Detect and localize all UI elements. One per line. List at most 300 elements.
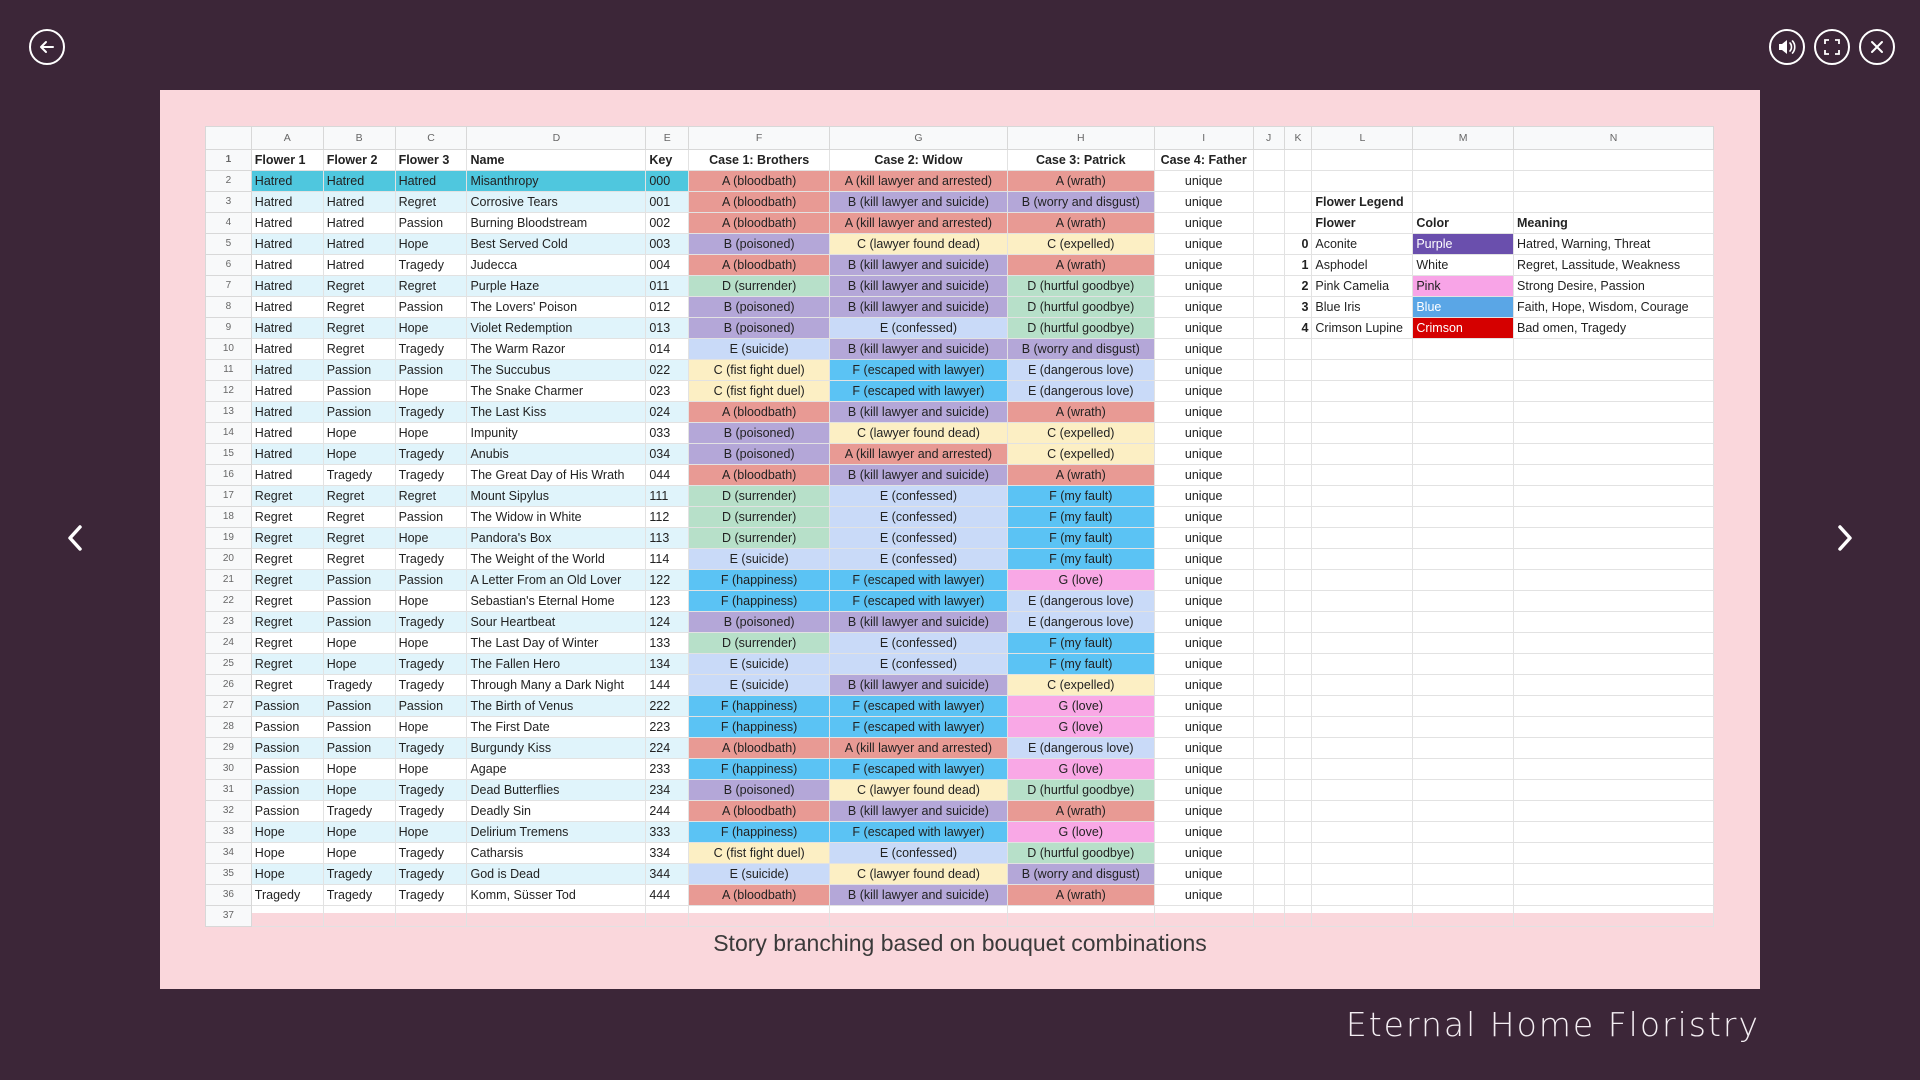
case4-cell[interactable]: unique bbox=[1154, 591, 1253, 612]
row-number[interactable]: 7 bbox=[206, 276, 252, 297]
case4-cell[interactable]: unique bbox=[1154, 759, 1253, 780]
empty-cell[interactable] bbox=[1514, 654, 1714, 675]
table-row[interactable] bbox=[206, 360, 1714, 381]
row-number[interactable]: 23 bbox=[206, 612, 252, 633]
row-number[interactable]: 20 bbox=[206, 549, 252, 570]
flower1-cell[interactable]: Hope bbox=[251, 864, 323, 885]
row-number[interactable]: 16 bbox=[206, 465, 252, 486]
case3-cell[interactable]: E (dangerous love) bbox=[1007, 738, 1154, 759]
empty-cell[interactable] bbox=[1413, 570, 1514, 591]
empty-cell[interactable] bbox=[1253, 465, 1284, 486]
case4-cell[interactable]: unique bbox=[1154, 213, 1253, 234]
case1-cell[interactable]: F (happiness) bbox=[689, 822, 830, 843]
case3-cell[interactable]: G (love) bbox=[1007, 696, 1154, 717]
row-number[interactable]: 5 bbox=[206, 234, 252, 255]
flower3-cell[interactable]: Hope bbox=[395, 318, 467, 339]
legend-index-blank[interactable] bbox=[1284, 213, 1312, 234]
case1-cell[interactable]: A (bloodbath) bbox=[689, 738, 830, 759]
case2-cell[interactable]: E (confessed) bbox=[830, 633, 1008, 654]
key-cell[interactable]: 111 bbox=[646, 486, 689, 507]
empty-cell[interactable] bbox=[1514, 486, 1714, 507]
empty-cell[interactable] bbox=[1253, 402, 1284, 423]
empty-cell[interactable] bbox=[1253, 591, 1284, 612]
empty-cell[interactable] bbox=[1312, 465, 1413, 486]
case2-cell[interactable]: F (escaped with lawyer) bbox=[830, 696, 1008, 717]
flower3-cell[interactable]: Tragedy bbox=[395, 444, 467, 465]
case4-cell[interactable]: unique bbox=[1154, 381, 1253, 402]
flower3-cell[interactable]: Tragedy bbox=[395, 339, 467, 360]
empty-cell[interactable] bbox=[1413, 885, 1514, 906]
case3-cell[interactable]: F (my fault) bbox=[1007, 549, 1154, 570]
flower2-cell[interactable]: Tragedy bbox=[323, 801, 395, 822]
empty-cell[interactable] bbox=[1413, 150, 1514, 171]
empty-cell[interactable] bbox=[1284, 402, 1312, 423]
legend-index[interactable]: 4 bbox=[1284, 318, 1312, 339]
empty-cell[interactable] bbox=[1284, 633, 1312, 654]
empty-cell[interactable] bbox=[689, 906, 830, 927]
case3-cell[interactable]: B (worry and disgust) bbox=[1007, 864, 1154, 885]
case4-cell[interactable]: unique bbox=[1154, 234, 1253, 255]
empty-cell[interactable] bbox=[1514, 717, 1714, 738]
legend-color-swatch[interactable]: Purple bbox=[1413, 234, 1514, 255]
flower1-cell[interactable]: Passion bbox=[251, 738, 323, 759]
flower3-cell[interactable]: Regret bbox=[395, 192, 467, 213]
key-cell[interactable]: 002 bbox=[646, 213, 689, 234]
key-cell[interactable]: 233 bbox=[646, 759, 689, 780]
row-number[interactable]: 34 bbox=[206, 843, 252, 864]
flower3-cell[interactable]: Passion bbox=[395, 360, 467, 381]
empty-cell[interactable] bbox=[1514, 171, 1714, 192]
case2-cell[interactable]: E (confessed) bbox=[830, 528, 1008, 549]
name-cell[interactable]: Anubis bbox=[467, 444, 646, 465]
case3-cell[interactable]: E (dangerous love) bbox=[1007, 381, 1154, 402]
name-cell[interactable]: The Last Kiss bbox=[467, 402, 646, 423]
case1-cell[interactable]: D (surrender) bbox=[689, 507, 830, 528]
name-cell[interactable]: Dead Butterflies bbox=[467, 780, 646, 801]
table-row[interactable] bbox=[206, 864, 1714, 885]
empty-cell[interactable] bbox=[1284, 801, 1312, 822]
row-number[interactable]: 37 bbox=[206, 906, 252, 927]
flower3-cell[interactable]: Regret bbox=[395, 486, 467, 507]
empty-cell[interactable] bbox=[1284, 507, 1312, 528]
flower1-cell[interactable]: Hatred bbox=[251, 402, 323, 423]
column-header-a[interactable]: A bbox=[251, 127, 323, 150]
empty-cell[interactable] bbox=[1284, 864, 1312, 885]
case2-cell[interactable]: E (confessed) bbox=[830, 507, 1008, 528]
column-header-h[interactable]: H bbox=[1007, 127, 1154, 150]
flower2-cell[interactable]: Hope bbox=[323, 633, 395, 654]
flower1-cell[interactable]: Hatred bbox=[251, 381, 323, 402]
name-cell[interactable]: Pandora's Box bbox=[467, 528, 646, 549]
empty-cell[interactable] bbox=[1312, 360, 1413, 381]
table-row[interactable] bbox=[206, 276, 1714, 297]
flower1-cell[interactable]: Regret bbox=[251, 549, 323, 570]
empty-cell[interactable] bbox=[1312, 906, 1413, 927]
flower1-cell[interactable]: Hatred bbox=[251, 360, 323, 381]
empty-cell[interactable] bbox=[1253, 486, 1284, 507]
case2-cell[interactable]: F (escaped with lawyer) bbox=[830, 717, 1008, 738]
empty-cell[interactable] bbox=[1312, 402, 1413, 423]
header-cell[interactable]: Case 4: Father bbox=[1154, 150, 1253, 171]
case4-cell[interactable]: unique bbox=[1154, 402, 1253, 423]
empty-cell[interactable] bbox=[1312, 885, 1413, 906]
empty-cell[interactable] bbox=[1253, 339, 1284, 360]
empty-cell[interactable] bbox=[646, 906, 689, 927]
key-cell[interactable]: 114 bbox=[646, 549, 689, 570]
case2-cell[interactable]: A (kill lawyer and arrested) bbox=[830, 213, 1008, 234]
empty-cell[interactable] bbox=[1284, 570, 1312, 591]
empty-cell[interactable] bbox=[1284, 780, 1312, 801]
select-all-corner[interactable] bbox=[206, 127, 252, 150]
row-number[interactable]: 8 bbox=[206, 297, 252, 318]
legend-color-swatch[interactable]: Pink bbox=[1413, 276, 1514, 297]
name-cell[interactable]: The Last Day of Winter bbox=[467, 633, 646, 654]
case3-cell[interactable]: D (hurtful goodbye) bbox=[1007, 276, 1154, 297]
header-cell[interactable]: Case 3: Patrick bbox=[1007, 150, 1154, 171]
empty-cell[interactable] bbox=[1253, 801, 1284, 822]
case2-cell[interactable]: B (kill lawyer and suicide) bbox=[830, 612, 1008, 633]
legend-header-meaning[interactable]: Meaning bbox=[1514, 213, 1714, 234]
case3-cell[interactable]: G (love) bbox=[1007, 759, 1154, 780]
table-row[interactable] bbox=[206, 612, 1714, 633]
case3-cell[interactable]: D (hurtful goodbye) bbox=[1007, 843, 1154, 864]
empty-cell[interactable] bbox=[1312, 780, 1413, 801]
table-row[interactable] bbox=[206, 801, 1714, 822]
empty-cell[interactable] bbox=[1312, 570, 1413, 591]
flower2-cell[interactable]: Tragedy bbox=[323, 864, 395, 885]
legend-meaning[interactable]: Regret, Lassitude, Weakness bbox=[1514, 255, 1714, 276]
flower1-cell[interactable]: Regret bbox=[251, 486, 323, 507]
flower3-cell[interactable]: Tragedy bbox=[395, 843, 467, 864]
legend-index[interactable]: 3 bbox=[1284, 297, 1312, 318]
empty-cell[interactable] bbox=[1514, 675, 1714, 696]
empty-cell[interactable] bbox=[1253, 612, 1284, 633]
empty-cell[interactable] bbox=[1253, 255, 1284, 276]
flower3-cell[interactable]: Hope bbox=[395, 234, 467, 255]
row-number[interactable]: 10 bbox=[206, 339, 252, 360]
row-number[interactable]: 12 bbox=[206, 381, 252, 402]
empty-cell[interactable] bbox=[1312, 423, 1413, 444]
flower3-cell[interactable]: Hope bbox=[395, 822, 467, 843]
key-cell[interactable]: 000 bbox=[646, 171, 689, 192]
flower3-cell[interactable]: Hope bbox=[395, 591, 467, 612]
key-cell[interactable]: 003 bbox=[646, 234, 689, 255]
key-cell[interactable]: 122 bbox=[646, 570, 689, 591]
empty-cell[interactable] bbox=[1413, 444, 1514, 465]
case4-cell[interactable]: unique bbox=[1154, 675, 1253, 696]
row-number[interactable]: 30 bbox=[206, 759, 252, 780]
table-row[interactable] bbox=[206, 465, 1714, 486]
flower3-cell[interactable]: Tragedy bbox=[395, 780, 467, 801]
empty-cell[interactable] bbox=[1312, 612, 1413, 633]
empty-cell[interactable] bbox=[1284, 717, 1312, 738]
case3-cell[interactable]: A (wrath) bbox=[1007, 255, 1154, 276]
empty-cell[interactable] bbox=[1284, 612, 1312, 633]
flower3-cell[interactable]: Hope bbox=[395, 633, 467, 654]
row-number[interactable]: 14 bbox=[206, 423, 252, 444]
empty-cell[interactable] bbox=[1514, 885, 1714, 906]
empty-cell[interactable] bbox=[1514, 192, 1714, 213]
name-cell[interactable]: Sour Heartbeat bbox=[467, 612, 646, 633]
flower2-cell[interactable]: Hatred bbox=[323, 234, 395, 255]
flower3-cell[interactable]: Tragedy bbox=[395, 738, 467, 759]
empty-cell[interactable] bbox=[1514, 150, 1714, 171]
flower2-cell[interactable]: Passion bbox=[323, 402, 395, 423]
flower2-cell[interactable]: Passion bbox=[323, 381, 395, 402]
legend-flower[interactable]: Blue Iris bbox=[1312, 297, 1413, 318]
flower2-cell[interactable]: Hope bbox=[323, 423, 395, 444]
key-cell[interactable]: 344 bbox=[646, 864, 689, 885]
flower2-cell[interactable]: Passion bbox=[323, 360, 395, 381]
flower3-cell[interactable]: Tragedy bbox=[395, 255, 467, 276]
case2-cell[interactable]: F (escaped with lawyer) bbox=[830, 381, 1008, 402]
name-cell[interactable]: The Widow in White bbox=[467, 507, 646, 528]
empty-cell[interactable] bbox=[1312, 528, 1413, 549]
flower2-cell[interactable]: Passion bbox=[323, 717, 395, 738]
case1-cell[interactable]: A (bloodbath) bbox=[689, 801, 830, 822]
flower2-cell[interactable]: Passion bbox=[323, 612, 395, 633]
table-row[interactable] bbox=[206, 297, 1714, 318]
legend-flower[interactable]: Pink Camelia bbox=[1312, 276, 1413, 297]
case2-cell[interactable]: E (confessed) bbox=[830, 843, 1008, 864]
case3-cell[interactable]: C (expelled) bbox=[1007, 444, 1154, 465]
column-header-j[interactable]: J bbox=[1253, 127, 1284, 150]
empty-cell[interactable] bbox=[1312, 444, 1413, 465]
case4-cell[interactable]: unique bbox=[1154, 570, 1253, 591]
name-cell[interactable]: Judecca bbox=[467, 255, 646, 276]
column-header-i[interactable]: I bbox=[1154, 127, 1253, 150]
flower1-cell[interactable]: Hatred bbox=[251, 213, 323, 234]
empty-cell[interactable] bbox=[1514, 801, 1714, 822]
empty-cell[interactable] bbox=[1514, 339, 1714, 360]
name-cell[interactable]: The First Date bbox=[467, 717, 646, 738]
name-cell[interactable]: Misanthropy bbox=[467, 171, 646, 192]
case4-cell[interactable]: unique bbox=[1154, 444, 1253, 465]
case3-cell[interactable]: A (wrath) bbox=[1007, 465, 1154, 486]
empty-cell[interactable] bbox=[1413, 339, 1514, 360]
row-number[interactable]: 1 bbox=[206, 150, 252, 171]
case3-cell[interactable]: A (wrath) bbox=[1007, 213, 1154, 234]
legend-header-flower[interactable]: Flower bbox=[1312, 213, 1413, 234]
empty-cell[interactable] bbox=[1514, 423, 1714, 444]
flower2-cell[interactable]: Hope bbox=[323, 780, 395, 801]
table-row[interactable] bbox=[206, 192, 1714, 213]
case1-cell[interactable]: A (bloodbath) bbox=[689, 402, 830, 423]
flower2-cell[interactable]: Regret bbox=[323, 507, 395, 528]
empty-cell[interactable] bbox=[1253, 297, 1284, 318]
name-cell[interactable]: The Weight of the World bbox=[467, 549, 646, 570]
flower3-cell[interactable]: Hope bbox=[395, 717, 467, 738]
empty-cell[interactable] bbox=[1312, 843, 1413, 864]
case2-cell[interactable]: B (kill lawyer and suicide) bbox=[830, 885, 1008, 906]
empty-cell[interactable] bbox=[1284, 423, 1312, 444]
table-row[interactable] bbox=[206, 528, 1714, 549]
name-cell[interactable]: The Birth of Venus bbox=[467, 696, 646, 717]
case1-cell[interactable]: F (happiness) bbox=[689, 591, 830, 612]
case3-cell[interactable]: F (my fault) bbox=[1007, 528, 1154, 549]
case1-cell[interactable]: A (bloodbath) bbox=[689, 255, 830, 276]
table-row[interactable] bbox=[206, 570, 1714, 591]
key-cell[interactable]: 022 bbox=[646, 360, 689, 381]
empty-cell[interactable] bbox=[1284, 822, 1312, 843]
empty-cell[interactable] bbox=[1514, 360, 1714, 381]
column-header-k[interactable]: K bbox=[1284, 127, 1312, 150]
case4-cell[interactable]: unique bbox=[1154, 528, 1253, 549]
case4-cell[interactable]: unique bbox=[1154, 822, 1253, 843]
table-row[interactable] bbox=[206, 675, 1714, 696]
key-cell[interactable]: 011 bbox=[646, 276, 689, 297]
empty-cell[interactable] bbox=[1284, 444, 1312, 465]
key-cell[interactable]: 033 bbox=[646, 423, 689, 444]
flower3-cell[interactable]: Tragedy bbox=[395, 402, 467, 423]
column-header-b[interactable]: B bbox=[323, 127, 395, 150]
case2-cell[interactable]: B (kill lawyer and suicide) bbox=[830, 675, 1008, 696]
case2-cell[interactable]: A (kill lawyer and arrested) bbox=[830, 444, 1008, 465]
row-number[interactable]: 21 bbox=[206, 570, 252, 591]
empty-cell[interactable] bbox=[1253, 675, 1284, 696]
empty-cell[interactable] bbox=[1312, 591, 1413, 612]
legend-index[interactable]: 2 bbox=[1284, 276, 1312, 297]
empty-cell[interactable] bbox=[1253, 570, 1284, 591]
case4-cell[interactable]: unique bbox=[1154, 654, 1253, 675]
key-cell[interactable]: 113 bbox=[646, 528, 689, 549]
column-header-m[interactable]: M bbox=[1413, 127, 1514, 150]
table-row[interactable] bbox=[206, 591, 1714, 612]
case4-cell[interactable]: unique bbox=[1154, 276, 1253, 297]
legend-color-swatch[interactable]: Blue bbox=[1413, 297, 1514, 318]
case4-cell[interactable]: unique bbox=[1154, 339, 1253, 360]
case1-cell[interactable]: D (surrender) bbox=[689, 528, 830, 549]
flower1-cell[interactable]: Passion bbox=[251, 717, 323, 738]
flower2-cell[interactable]: Hatred bbox=[323, 171, 395, 192]
empty-cell[interactable] bbox=[1284, 675, 1312, 696]
empty-cell[interactable] bbox=[323, 906, 395, 927]
flower1-cell[interactable]: Passion bbox=[251, 696, 323, 717]
empty-cell[interactable] bbox=[1284, 171, 1312, 192]
legend-header-color[interactable]: Color bbox=[1413, 213, 1514, 234]
legend-index[interactable]: 0 bbox=[1284, 234, 1312, 255]
legend-title[interactable]: Flower Legend bbox=[1312, 192, 1413, 213]
case3-cell[interactable]: G (love) bbox=[1007, 717, 1154, 738]
empty-cell[interactable] bbox=[1284, 528, 1312, 549]
fullscreen-button[interactable] bbox=[1814, 29, 1850, 65]
empty-cell[interactable] bbox=[1514, 381, 1714, 402]
key-cell[interactable]: 244 bbox=[646, 801, 689, 822]
table-row[interactable] bbox=[206, 486, 1714, 507]
name-cell[interactable]: Impunity bbox=[467, 423, 646, 444]
empty-cell[interactable] bbox=[1413, 696, 1514, 717]
row-number[interactable]: 11 bbox=[206, 360, 252, 381]
table-row[interactable] bbox=[206, 717, 1714, 738]
case3-cell[interactable]: E (dangerous love) bbox=[1007, 360, 1154, 381]
empty-cell[interactable] bbox=[1312, 507, 1413, 528]
header-cell[interactable]: Flower 3 bbox=[395, 150, 467, 171]
flower2-cell[interactable]: Hatred bbox=[323, 192, 395, 213]
flower3-cell[interactable]: Tragedy bbox=[395, 864, 467, 885]
case2-cell[interactable]: B (kill lawyer and suicide) bbox=[830, 276, 1008, 297]
case4-cell[interactable]: unique bbox=[1154, 864, 1253, 885]
flower2-cell[interactable]: Passion bbox=[323, 738, 395, 759]
empty-cell[interactable] bbox=[1253, 318, 1284, 339]
empty-cell[interactable] bbox=[251, 906, 323, 927]
header-cell[interactable]: Name bbox=[467, 150, 646, 171]
flower1-cell[interactable]: Regret bbox=[251, 570, 323, 591]
column-header-f[interactable]: F bbox=[689, 127, 830, 150]
empty-cell[interactable] bbox=[1413, 717, 1514, 738]
row-number[interactable]: 4 bbox=[206, 213, 252, 234]
empty-cell[interactable] bbox=[1312, 675, 1413, 696]
empty-cell[interactable] bbox=[1253, 192, 1284, 213]
key-cell[interactable]: 024 bbox=[646, 402, 689, 423]
key-cell[interactable]: 112 bbox=[646, 507, 689, 528]
name-cell[interactable]: The Fallen Hero bbox=[467, 654, 646, 675]
row-number[interactable]: 18 bbox=[206, 507, 252, 528]
row-number[interactable]: 32 bbox=[206, 801, 252, 822]
flower3-cell[interactable]: Passion bbox=[395, 507, 467, 528]
case1-cell[interactable]: A (bloodbath) bbox=[689, 465, 830, 486]
case3-cell[interactable]: E (dangerous love) bbox=[1007, 612, 1154, 633]
table-row[interactable] bbox=[206, 822, 1714, 843]
header-cell[interactable]: Key bbox=[646, 150, 689, 171]
flower1-cell[interactable]: Hatred bbox=[251, 255, 323, 276]
case3-cell[interactable]: C (expelled) bbox=[1007, 675, 1154, 696]
empty-cell[interactable] bbox=[1413, 612, 1514, 633]
case2-cell[interactable]: B (kill lawyer and suicide) bbox=[830, 192, 1008, 213]
empty-cell[interactable] bbox=[1312, 717, 1413, 738]
empty-cell[interactable] bbox=[1253, 528, 1284, 549]
flower1-cell[interactable]: Passion bbox=[251, 759, 323, 780]
case3-cell[interactable]: C (expelled) bbox=[1007, 234, 1154, 255]
empty-cell[interactable] bbox=[1413, 864, 1514, 885]
name-cell[interactable]: A Letter From an Old Lover bbox=[467, 570, 646, 591]
table-row[interactable] bbox=[206, 885, 1714, 906]
case1-cell[interactable]: C (fist fight duel) bbox=[689, 381, 830, 402]
case3-cell[interactable]: F (my fault) bbox=[1007, 507, 1154, 528]
case3-cell[interactable]: A (wrath) bbox=[1007, 801, 1154, 822]
legend-meaning[interactable]: Bad omen, Tragedy bbox=[1514, 318, 1714, 339]
case4-cell[interactable]: unique bbox=[1154, 549, 1253, 570]
case2-cell[interactable]: B (kill lawyer and suicide) bbox=[830, 402, 1008, 423]
flower2-cell[interactable]: Regret bbox=[323, 276, 395, 297]
empty-cell[interactable] bbox=[1253, 360, 1284, 381]
flower3-cell[interactable]: Passion bbox=[395, 570, 467, 591]
case2-cell[interactable]: F (escaped with lawyer) bbox=[830, 759, 1008, 780]
empty-cell[interactable] bbox=[1413, 171, 1514, 192]
empty-cell[interactable] bbox=[1514, 759, 1714, 780]
flower1-cell[interactable]: Hatred bbox=[251, 444, 323, 465]
empty-cell[interactable] bbox=[1514, 738, 1714, 759]
empty-cell[interactable] bbox=[1514, 465, 1714, 486]
key-cell[interactable]: 144 bbox=[646, 675, 689, 696]
row-number[interactable]: 9 bbox=[206, 318, 252, 339]
flower3-cell[interactable]: Hatred bbox=[395, 171, 467, 192]
case3-cell[interactable]: F (my fault) bbox=[1007, 486, 1154, 507]
empty-cell[interactable] bbox=[1413, 528, 1514, 549]
empty-cell[interactable] bbox=[1514, 843, 1714, 864]
case1-cell[interactable]: F (happiness) bbox=[689, 717, 830, 738]
legend-color-swatch[interactable]: Crimson bbox=[1413, 318, 1514, 339]
row-number[interactable]: 6 bbox=[206, 255, 252, 276]
name-cell[interactable]: Corrosive Tears bbox=[467, 192, 646, 213]
empty-cell[interactable] bbox=[1253, 717, 1284, 738]
case2-cell[interactable]: C (lawyer found dead) bbox=[830, 864, 1008, 885]
row-number[interactable]: 35 bbox=[206, 864, 252, 885]
table-row[interactable] bbox=[206, 780, 1714, 801]
flower2-cell[interactable]: Hope bbox=[323, 843, 395, 864]
table-row[interactable] bbox=[206, 759, 1714, 780]
empty-cell[interactable] bbox=[1284, 486, 1312, 507]
empty-cell[interactable] bbox=[1413, 507, 1514, 528]
